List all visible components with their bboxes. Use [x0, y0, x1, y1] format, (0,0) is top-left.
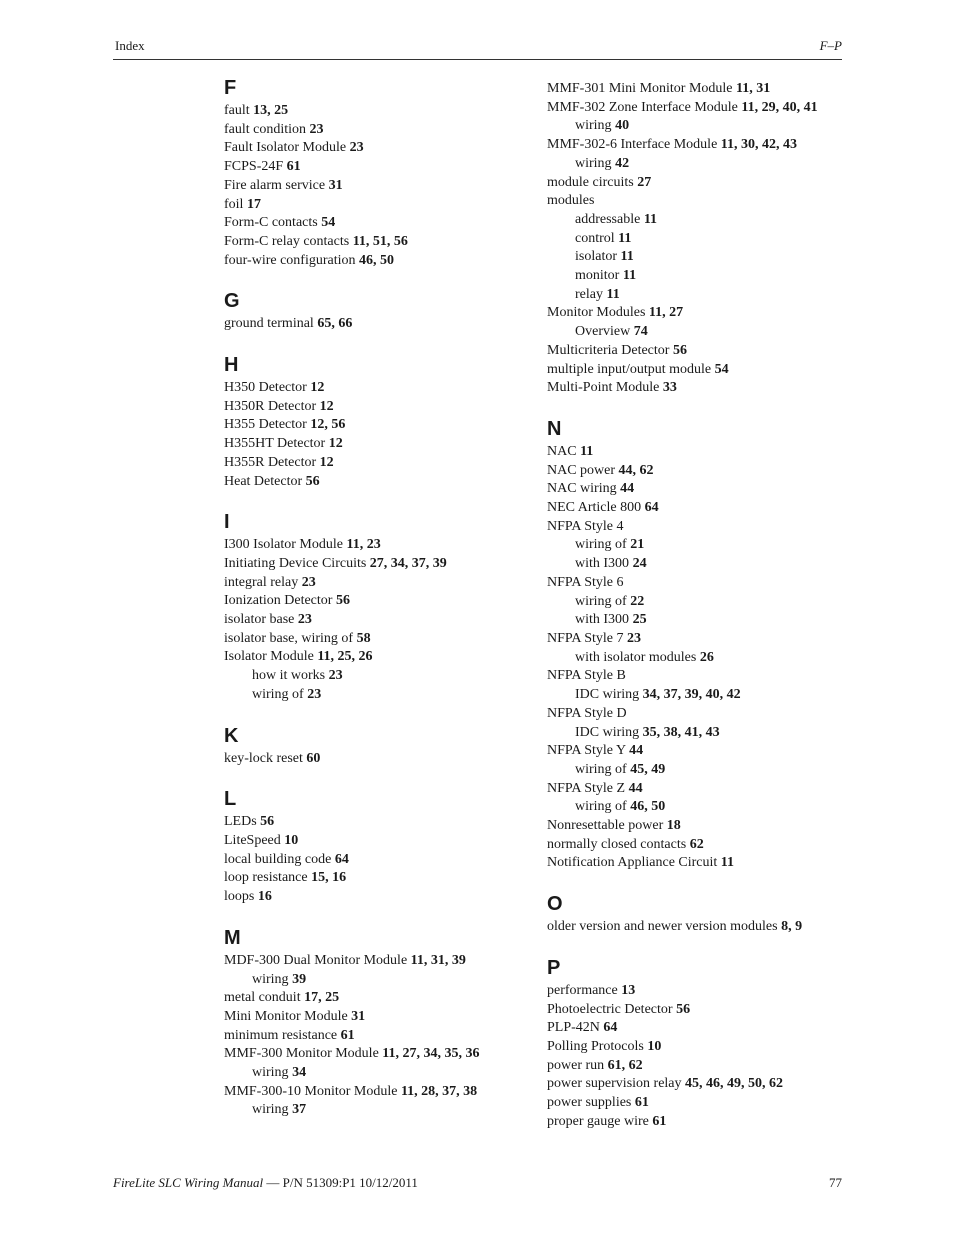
index-entry — [547, 304, 857, 323]
index-entry — [224, 869, 524, 888]
index-entry — [547, 780, 857, 799]
entry-term: minimum resistance — [224, 1027, 341, 1043]
entry-term: isolator — [575, 249, 621, 265]
entry-term: wiring of — [575, 593, 631, 609]
entry-term: power supplies — [547, 1095, 635, 1111]
index-entry — [547, 742, 857, 761]
manual-title: FireLite SLC Wiring Manual — [113, 1175, 264, 1190]
index-entry — [547, 982, 857, 1001]
entry-page-refs[interactable]: 61 — [634, 1095, 649, 1111]
entry-term: older version and newer version modules — [547, 919, 782, 935]
entry-page-refs[interactable]: 42 — [615, 155, 630, 171]
entry-term: Form-C contacts — [224, 215, 322, 231]
index-entry — [224, 630, 524, 649]
index-entry — [547, 342, 857, 361]
entry-term: isolator base — [224, 612, 298, 628]
entry-term: MMF-300-10 Monitor Module — [224, 1083, 401, 1099]
index-entry — [547, 361, 857, 380]
entry-page-refs[interactable]: 11 — [622, 268, 637, 284]
index-entry — [547, 574, 857, 593]
index-entry — [224, 1008, 524, 1027]
entry-page-refs[interactable]: 61 — [652, 1113, 667, 1129]
entry-page-refs[interactable]: 24 — [632, 556, 647, 572]
index-subentry — [547, 211, 857, 230]
entry-term: Monitor Modules — [547, 305, 649, 321]
entry-term: MMF-301 Mini Monitor Module — [547, 81, 737, 96]
index-subentry — [224, 1101, 524, 1120]
index-entry — [224, 435, 524, 454]
section-letter: I — [224, 511, 230, 534]
index-column-right — [547, 80, 857, 1131]
entry-page-refs[interactable]: 11, 28, 37, 38 — [400, 1083, 478, 1099]
entry-page-refs[interactable]: 26 — [699, 649, 714, 665]
index-entry — [547, 1057, 857, 1076]
entry-term: MDF-300 Dual Monitor Module — [224, 952, 411, 968]
index-subentry — [547, 230, 857, 249]
index-entry — [224, 473, 524, 492]
entry-page-refs[interactable]: 23 — [297, 612, 312, 628]
index-entry — [547, 1075, 857, 1094]
entry-term: Polling Protocols — [547, 1038, 648, 1054]
entry-term: NFPA Style B — [547, 668, 626, 684]
entry-page-refs[interactable]: 11, 31 — [736, 81, 771, 96]
index-entry — [547, 705, 857, 724]
entry-page-refs[interactable]: 23 — [307, 686, 322, 702]
entry-term: H350 Detector — [224, 380, 311, 396]
index-entry — [224, 1027, 524, 1046]
entry-term: relay — [575, 286, 607, 302]
index-entry — [224, 750, 524, 769]
entry-term: how it works — [252, 668, 329, 684]
index-entry — [224, 1045, 524, 1064]
entry-page-refs[interactable]: 61, 62 — [607, 1057, 643, 1073]
index-subentry — [547, 536, 857, 555]
entry-term: Overview — [575, 324, 634, 340]
entry-page-refs[interactable]: 39 — [292, 971, 307, 987]
index-entry — [224, 102, 524, 121]
entry-term: integral relay — [224, 574, 302, 590]
entry-page-refs[interactable]: 44 — [620, 481, 635, 497]
entry-term: power supervision relay — [547, 1076, 686, 1092]
index-section-n — [547, 417, 857, 873]
index-entry — [547, 667, 857, 686]
index-entry — [224, 139, 524, 158]
entry-page-refs[interactable]: 23 — [349, 140, 364, 156]
entry-page-refs[interactable]: 10 — [284, 832, 299, 848]
index-entry — [547, 1113, 857, 1132]
entry-term: Fault Isolator Module — [224, 140, 350, 156]
entry-page-refs[interactable]: 64 — [603, 1020, 618, 1036]
index-section-m — [224, 926, 524, 1120]
index-subentry — [547, 761, 857, 780]
entry-page-refs[interactable]: 45, 49 — [630, 761, 666, 777]
entry-term: wiring — [252, 1102, 293, 1118]
index-subentry — [547, 649, 857, 668]
index-subentry — [547, 798, 857, 817]
index-entry — [224, 416, 524, 435]
entry-term: Multicriteria Detector — [547, 342, 673, 358]
entry-page-refs[interactable]: 12 — [328, 436, 343, 452]
entry-page-refs[interactable]: 58 — [356, 630, 371, 646]
index-subentry — [224, 1064, 524, 1083]
header-rule — [113, 59, 842, 60]
index-entry — [547, 518, 857, 537]
index-entry — [547, 499, 857, 518]
running-header-range: F–P — [819, 38, 842, 53]
entry-page-refs[interactable]: 62 — [689, 836, 704, 852]
entry-page-refs[interactable]: 54 — [321, 215, 336, 231]
entry-term: wiring of — [575, 761, 631, 777]
index-subentry — [224, 686, 524, 705]
entry-term: metal conduit — [224, 990, 305, 1006]
index-entry — [224, 648, 524, 667]
entry-term: addressable — [575, 211, 644, 227]
entry-page-refs[interactable]: 11, 29, 40, 41 — [741, 99, 818, 115]
entry-page-refs[interactable]: 12 — [310, 380, 325, 396]
section-letter: G — [224, 290, 240, 313]
entry-term: NEC Article 800 — [547, 500, 645, 516]
index-subentry — [547, 611, 857, 630]
entry-page-refs[interactable]: 37 — [292, 1102, 307, 1118]
entry-term: PLP-42N — [547, 1020, 604, 1036]
entry-term: proper gauge wire — [547, 1113, 653, 1129]
index-column-left — [224, 76, 524, 1120]
entry-page-refs[interactable]: 54 — [714, 361, 729, 377]
entry-term: NFPA Style 6 — [547, 574, 624, 590]
index-entry — [224, 888, 524, 907]
entry-term: NAC — [547, 443, 581, 459]
section-letter: O — [547, 893, 563, 916]
entry-term: ground terminal — [224, 316, 318, 332]
entry-term: H350R Detector — [224, 398, 320, 414]
index-entry — [547, 80, 857, 99]
index-subentry — [547, 724, 857, 743]
index-entry — [547, 443, 857, 462]
entry-page-refs[interactable]: 44 — [628, 780, 643, 796]
footer-title — [113, 1175, 418, 1191]
entry-term: wiring of — [575, 799, 631, 815]
index-entry — [547, 480, 857, 499]
entry-term: Mini Monitor Module — [224, 1008, 352, 1024]
entry-term: wiring of — [252, 686, 308, 702]
index-entry — [224, 574, 524, 593]
section-letter: H — [224, 354, 239, 377]
entry-page-refs[interactable]: 11 — [580, 443, 594, 459]
index-entry — [547, 462, 857, 481]
entry-page-refs[interactable]: 45, 46, 49, 50, 62 — [685, 1076, 784, 1092]
entry-term: FCPS-24F — [224, 159, 287, 175]
index-section-continued — [547, 80, 857, 398]
entry-page-refs[interactable]: 56 — [335, 593, 350, 609]
entry-term: Nonresettable power — [547, 818, 667, 834]
entry-page-refs[interactable]: 64 — [334, 851, 349, 867]
entry-term: NFPA Style Z — [547, 780, 629, 796]
entry-page-refs[interactable]: 46, 50 — [359, 252, 395, 268]
entry-term: Isolator Module — [224, 649, 318, 665]
entry-page-refs[interactable]: 25 — [632, 612, 647, 628]
section-letter: K — [224, 724, 239, 747]
index-entry — [224, 454, 524, 473]
entry-page-refs[interactable]: 11, 25, 26 — [317, 649, 373, 665]
index-subentry — [547, 593, 857, 612]
entry-page-refs[interactable]: 44, 62 — [618, 462, 654, 478]
index-section-l — [224, 787, 524, 907]
page-number: 77 — [829, 1175, 842, 1190]
entry-term: power run — [547, 1057, 608, 1073]
entry-term: wiring — [575, 118, 616, 134]
index-subentry — [547, 555, 857, 574]
entry-page-refs[interactable]: 22 — [630, 593, 645, 609]
index-entry — [547, 99, 857, 118]
index-subentry — [547, 323, 857, 342]
entry-term: NAC wiring — [547, 481, 621, 497]
entry-term: local building code — [224, 851, 335, 867]
entry-page-refs[interactable]: 12 — [319, 454, 334, 470]
entry-term: loops — [224, 889, 258, 905]
entry-page-refs[interactable]: 11 — [620, 249, 634, 265]
entry-page-refs[interactable]: 11, 27 — [648, 305, 684, 321]
index-subentry — [547, 117, 857, 136]
entry-term: NFPA Style Y — [547, 743, 630, 759]
entry-term: H355HT Detector — [224, 436, 329, 452]
entry-term: IDC wiring — [575, 724, 643, 740]
entry-page-refs[interactable]: 46, 50 — [630, 799, 666, 815]
entry-page-refs[interactable]: 17, 25 — [304, 990, 340, 1006]
entry-term: MMF-302-6 Interface Module — [547, 137, 721, 153]
entry-term: control — [575, 230, 619, 246]
section-letter: F — [224, 77, 237, 99]
entry-term: I300 Isolator Module — [224, 537, 347, 553]
index-entry — [224, 952, 524, 971]
entry-term: wiring — [252, 1065, 293, 1081]
index-entry — [547, 1001, 857, 1020]
section-letter: P — [547, 956, 561, 979]
entry-term: loop resistance — [224, 870, 312, 886]
entry-page-refs[interactable]: 56 — [260, 814, 275, 830]
entry-term: NFPA Style D — [547, 705, 627, 721]
section-letter: M — [224, 926, 241, 949]
entry-page-refs[interactable]: 23 — [309, 121, 324, 137]
index-subentry — [547, 686, 857, 705]
entry-page-refs[interactable]: 74 — [633, 324, 648, 340]
entry-term: four-wire configuration — [224, 252, 360, 268]
entry-page-refs[interactable]: 56 — [676, 1001, 691, 1017]
entry-page-refs[interactable]: 11 — [618, 230, 632, 246]
entry-page-refs[interactable]: 17 — [246, 196, 261, 212]
entry-page-refs[interactable]: 34, 37, 39, 40, 42 — [642, 687, 741, 703]
index-entry — [547, 1038, 857, 1057]
entry-term: Form-C relay contacts — [224, 233, 353, 249]
entry-term: with I300 — [575, 612, 633, 628]
index-entry — [224, 611, 524, 630]
entry-term: fault — [224, 103, 254, 118]
index-section-o — [547, 892, 857, 937]
index-entry — [547, 918, 857, 937]
index-entry — [224, 158, 524, 177]
index-entry — [224, 398, 524, 417]
entry-term: Multi-Point Module — [547, 380, 663, 396]
entry-term: multiple input/output module — [547, 361, 715, 377]
index-entry — [224, 1083, 524, 1102]
entry-term: LiteSpeed — [224, 832, 285, 848]
index-entry — [547, 630, 857, 649]
section-letter: N — [547, 417, 562, 440]
entry-page-refs[interactable]: 44 — [629, 743, 644, 759]
entry-term: modules — [547, 193, 595, 209]
entry-term: NFPA Style 7 — [547, 630, 628, 646]
index-entry — [224, 592, 524, 611]
index-section-h — [224, 353, 524, 491]
index-entry — [547, 136, 857, 155]
entry-term: isolator base, wiring of — [224, 630, 357, 646]
entry-page-refs[interactable]: 11, 23 — [346, 537, 381, 553]
index-entry — [547, 1094, 857, 1113]
entry-page-refs[interactable]: 8, 9 — [781, 919, 803, 935]
index-entry — [224, 536, 524, 555]
entry-page-refs[interactable]: 35, 38, 41, 43 — [642, 724, 720, 740]
entry-page-refs[interactable]: 33 — [662, 380, 677, 396]
index-entry — [224, 214, 524, 233]
index-entry — [224, 233, 524, 252]
entry-term: monitor — [575, 268, 623, 284]
manual-part-number: — P/N 51309:P1 10/12/2011 — [263, 1175, 418, 1190]
entry-page-refs[interactable]: 27, 34, 37, 39 — [369, 555, 447, 571]
entry-term: fault condition — [224, 121, 310, 137]
entry-page-refs[interactable]: 31 — [351, 1008, 366, 1024]
index-section-p — [547, 956, 857, 1132]
index-subentry — [224, 667, 524, 686]
entry-page-refs[interactable]: 16 — [257, 889, 272, 905]
index-section-k — [224, 724, 524, 769]
entry-term: performance — [547, 982, 622, 998]
entry-page-refs[interactable]: 23 — [627, 630, 642, 646]
entry-page-refs[interactable]: 56 — [672, 342, 687, 358]
entry-page-refs[interactable]: 11, 51, 56 — [352, 233, 408, 249]
index-subentry — [547, 155, 857, 174]
entry-term: module circuits — [547, 174, 638, 190]
index-subentry — [224, 971, 524, 990]
entry-term: H355 Detector — [224, 417, 311, 433]
index-entry — [224, 813, 524, 832]
index-entry — [547, 854, 857, 873]
index-subentry — [547, 248, 857, 267]
entry-page-refs[interactable]: 12 — [319, 398, 334, 414]
entry-page-refs[interactable]: 61 — [340, 1027, 355, 1043]
entry-term: IDC wiring — [575, 687, 643, 703]
entry-page-refs[interactable]: 65, 66 — [317, 316, 353, 332]
index-entry — [547, 1019, 857, 1038]
entry-term: Ionization Detector — [224, 593, 336, 609]
index-entry — [224, 832, 524, 851]
entry-page-refs[interactable]: 18 — [666, 818, 681, 834]
entry-term: key-lock reset — [224, 750, 307, 766]
section-letter: L — [224, 788, 237, 811]
entry-term: Photoelectric Detector — [547, 1001, 677, 1017]
entry-page-refs[interactable]: 64 — [644, 500, 659, 516]
index-subentry — [547, 267, 857, 286]
index-entry — [224, 196, 524, 215]
entry-page-refs[interactable]: 13 — [621, 982, 636, 998]
entry-term: H355R Detector — [224, 454, 320, 470]
entry-term: Heat Detector — [224, 473, 306, 489]
entry-term: NAC power — [547, 462, 619, 478]
index-entry — [224, 315, 524, 334]
index-entry — [547, 192, 857, 211]
entry-term: foil — [224, 196, 247, 212]
index-entry — [547, 379, 857, 398]
index-entry — [224, 177, 524, 196]
entry-page-refs[interactable]: 40 — [615, 118, 630, 134]
entry-term: MMF-302 Zone Interface Module — [547, 99, 742, 115]
entry-term: NFPA Style 4 — [547, 518, 624, 534]
index-entry — [224, 555, 524, 574]
index-entry — [547, 817, 857, 836]
index-section-f — [224, 76, 524, 270]
entry-term: Fire alarm service — [224, 177, 329, 193]
entry-term: Initiating Device Circuits — [224, 555, 370, 571]
entry-page-refs[interactable]: 61 — [286, 159, 301, 175]
entry-page-refs[interactable]: 11 — [720, 855, 735, 871]
entry-page-refs[interactable]: 11 — [606, 286, 620, 302]
entry-page-refs[interactable]: 56 — [305, 473, 320, 489]
entry-page-refs[interactable]: 23 — [328, 668, 343, 684]
entry-term: with isolator modules — [575, 649, 700, 665]
entry-page-refs[interactable]: 11, 30, 42, 43 — [720, 137, 798, 153]
entry-term: with I300 — [575, 556, 633, 572]
entry-term: wiring — [575, 155, 616, 171]
index-entry — [224, 851, 524, 870]
entry-page-refs[interactable]: 23 — [301, 574, 316, 590]
index-entry — [224, 379, 524, 398]
index-entry — [547, 174, 857, 193]
entry-page-refs[interactable]: 13, 25 — [253, 103, 289, 118]
entry-page-refs[interactable]: 60 — [306, 750, 321, 766]
entry-page-refs[interactable]: 15, 16 — [311, 870, 347, 886]
entry-page-refs[interactable]: 34 — [292, 1065, 307, 1081]
entry-page-refs[interactable]: 12, 56 — [310, 417, 346, 433]
entry-page-refs[interactable]: 27 — [637, 174, 652, 190]
index-entry — [224, 252, 524, 271]
entry-page-refs[interactable]: 21 — [630, 537, 645, 553]
entry-page-refs[interactable]: 10 — [647, 1038, 662, 1054]
index-section-g — [224, 289, 524, 334]
index-section-i — [224, 510, 524, 704]
entry-page-refs[interactable]: 31 — [328, 177, 343, 193]
entry-term: LEDs — [224, 814, 261, 830]
entry-term: wiring of — [575, 537, 631, 553]
entry-term: MMF-300 Monitor Module — [224, 1046, 383, 1062]
running-header-section: Index — [115, 38, 145, 53]
entry-term: Notification Appliance Circuit — [547, 855, 721, 871]
entry-page-refs[interactable]: 11 — [643, 211, 658, 227]
entry-term: wiring — [252, 971, 293, 987]
entry-page-refs[interactable]: 11, 27, 34, 35, 36 — [382, 1046, 480, 1062]
index-entry — [547, 836, 857, 855]
entry-page-refs[interactable]: 11, 31, 39 — [410, 952, 466, 968]
index-subentry — [547, 286, 857, 305]
index-entry — [224, 121, 524, 140]
entry-term: normally closed contacts — [547, 836, 690, 852]
index-entry — [224, 989, 524, 1008]
